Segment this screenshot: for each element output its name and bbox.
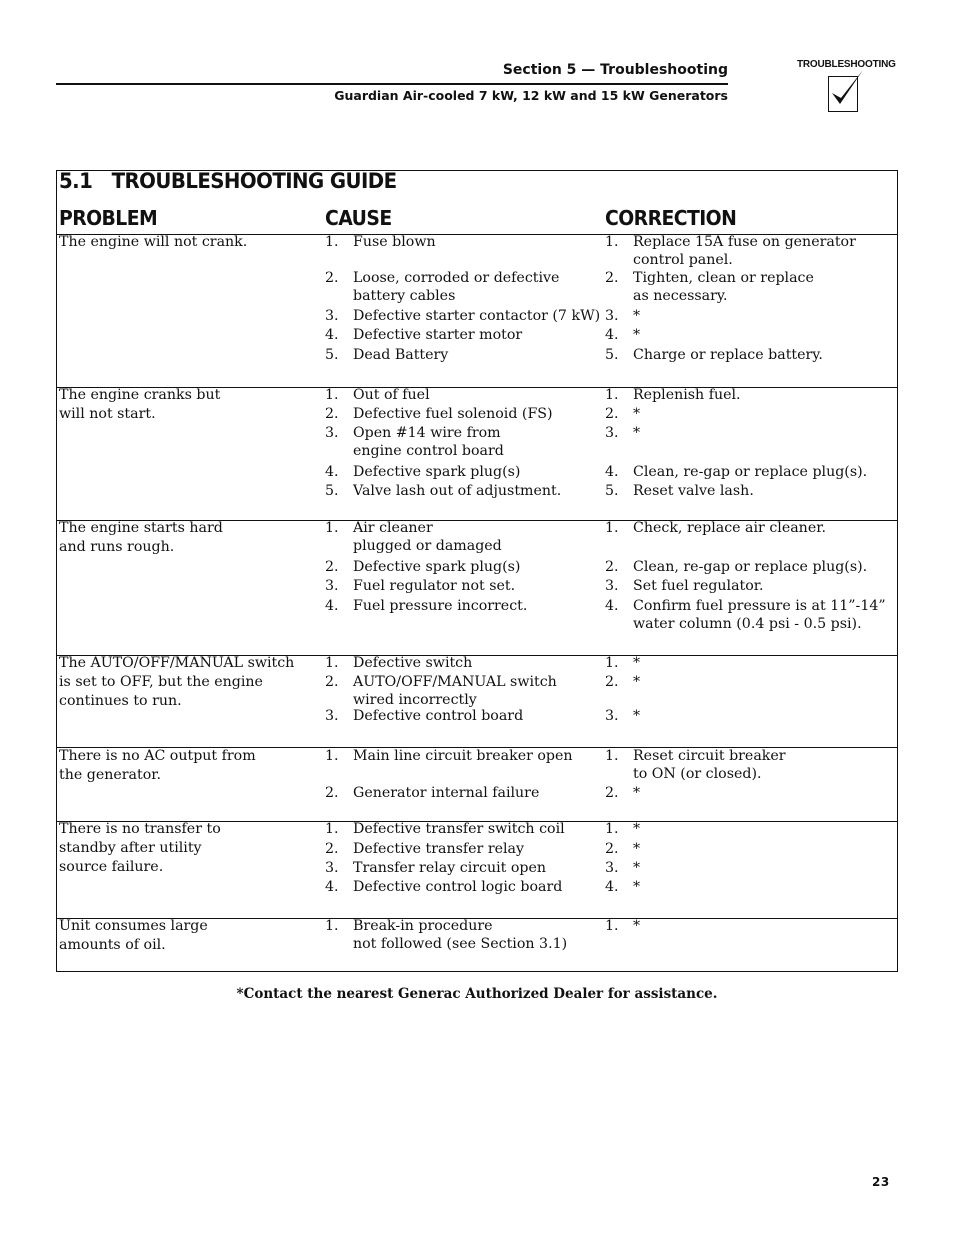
- correction-item-text: to ON (or closed).: [633, 766, 762, 782]
- correction-item-number: 1.: [605, 655, 619, 671]
- problem-text: Unit consumes large: [59, 918, 208, 934]
- cause-item-text: Defective starter motor: [353, 327, 523, 343]
- cause-item-text: Defective switch: [353, 655, 473, 671]
- cause-item-text: Valve lash out of adjustment.: [353, 483, 562, 499]
- correction-item-number: 4.: [605, 464, 619, 480]
- correction-item-number: 5.: [605, 347, 619, 363]
- correction-item-text: Replace 15A fuse on generator: [633, 234, 856, 250]
- correction-item-text: Reset circuit breaker: [633, 748, 786, 764]
- guide-number: 5.1: [59, 169, 93, 193]
- cause-item-text: engine control board: [353, 443, 504, 459]
- correction-item-number: 1.: [605, 918, 619, 934]
- problem-cell: [59, 918, 314, 956]
- guide-title-text: TROUBLESHOOTING GUIDE: [111, 169, 397, 193]
- correction-item-text: *: [633, 879, 641, 895]
- cause-item-number: 2.: [325, 559, 339, 575]
- problem-text: the generator.: [59, 767, 161, 783]
- correction-item-text: Check, replace air cleaner.: [633, 520, 826, 536]
- correction-item-number: 1.: [605, 520, 619, 536]
- correction-item-text: *: [633, 308, 641, 324]
- correction-item-text: control panel.: [633, 252, 733, 268]
- correction-item-number: 3.: [605, 425, 619, 441]
- problem-text: amounts of oil.: [59, 937, 166, 953]
- cause-item-text: AUTO/OFF/MANUAL switch: [353, 674, 557, 690]
- cause-item-number: 3.: [325, 578, 339, 594]
- cause-item-number: 3.: [325, 708, 339, 724]
- correction-item-number: 3.: [605, 708, 619, 724]
- correction-item-text: *: [633, 821, 641, 837]
- troubleshooting-badge: [797, 59, 901, 70]
- correction-item-number: 2.: [605, 841, 619, 857]
- cause-item-text: Fuel regulator not set.: [353, 578, 516, 594]
- problem-text: standby after utility: [59, 840, 202, 856]
- correction-item-number: 3.: [605, 578, 619, 594]
- correction-item-text: Set fuel regulator.: [633, 578, 764, 594]
- cause-item-number: 1.: [325, 520, 339, 536]
- cause-item-text: Transfer relay circuit open: [353, 860, 547, 876]
- cause-item-text: Dead Battery: [353, 347, 449, 363]
- badge-label: TROUBLESHOOTING: [797, 59, 896, 70]
- problem-text: There is no transfer to: [59, 821, 221, 837]
- cause-item-text: Defective fuel solenoid (FS): [353, 406, 553, 422]
- correction-item-text: *: [633, 708, 641, 724]
- cause-item-text: Loose, corroded or defective: [353, 270, 560, 286]
- correction-item-number: 2.: [605, 785, 619, 801]
- cause-item-number: 2.: [325, 841, 339, 857]
- cause-item-number: 1.: [325, 387, 339, 403]
- cause-item-number: 2.: [325, 785, 339, 801]
- problem-text: is set to OFF, but the engine: [59, 674, 263, 690]
- problem-cell: [59, 821, 314, 878]
- problem-text: The engine will not crank.: [59, 234, 248, 250]
- correction-item-text: *: [633, 785, 641, 801]
- correction-item-text: Clean, re-gap or replace plug(s).: [633, 464, 868, 480]
- cause-item-number: 1.: [325, 655, 339, 671]
- cause-item-text: not followed (see Section 3.1): [353, 936, 568, 952]
- column-header-correction: CORRECTION: [605, 206, 737, 230]
- cause-item-text: Defective spark plug(s): [353, 464, 521, 480]
- correction-item-text: *: [633, 327, 641, 343]
- correction-item-number: 1.: [605, 387, 619, 403]
- cause-item-number: 1.: [325, 748, 339, 764]
- problem-cell: [59, 520, 314, 558]
- correction-item-number: 2.: [605, 270, 619, 286]
- problem-cell: [59, 387, 314, 425]
- cause-item-text: Main line circuit breaker open: [353, 748, 573, 764]
- correction-item-number: 2.: [605, 559, 619, 575]
- cause-item-text: Generator internal failure: [353, 785, 540, 801]
- correction-item-text: as necessary.: [633, 288, 728, 304]
- correction-item-text: *: [633, 425, 641, 441]
- correction-item-text: Replenish fuel.: [633, 387, 741, 403]
- cause-item-text: Open #14 wire from: [353, 425, 501, 441]
- cause-item-text: Defective control logic board: [353, 879, 563, 895]
- cause-item-number: 1.: [325, 234, 339, 250]
- correction-item-number: 4.: [605, 879, 619, 895]
- correction-item-text: *: [633, 655, 641, 671]
- cause-item-text: battery cables: [353, 288, 456, 304]
- problem-text: The engine starts hard: [59, 520, 223, 536]
- problem-text: source failure.: [59, 859, 164, 875]
- cause-item-text: Fuel pressure incorrect.: [353, 598, 528, 614]
- correction-item-text: *: [633, 860, 641, 876]
- correction-item-number: 4.: [605, 327, 619, 343]
- correction-item-text: Charge or replace battery.: [633, 347, 823, 363]
- cause-item-text: Air cleaner: [353, 520, 433, 536]
- correction-item-text: *: [633, 841, 641, 857]
- problem-text: The engine cranks but: [59, 387, 221, 403]
- correction-item-number: 3.: [605, 308, 619, 324]
- cause-item-number: 2.: [325, 406, 339, 422]
- problem-text: There is no AC output from: [59, 748, 256, 764]
- page-number: 23: [872, 1175, 890, 1189]
- cause-item-text: plugged or damaged: [353, 538, 502, 554]
- column-header-problem: PROBLEM: [59, 206, 158, 230]
- document-subtitle: Guardian Air-cooled 7 kW, 12 kW and 15 kW Generators: [334, 88, 728, 103]
- correction-item-number: 1.: [605, 748, 619, 764]
- cause-item-number: 2.: [325, 270, 339, 286]
- correction-item-number: 4.: [605, 598, 619, 614]
- troubleshooting-guide-table: [56, 170, 898, 972]
- correction-item-number: 2.: [605, 674, 619, 690]
- correction-item-text: water column (0.4 psi - 0.5 psi).: [633, 616, 862, 632]
- problem-text: continues to run.: [59, 693, 182, 709]
- problem-cell: [59, 748, 314, 786]
- correction-item-text: *: [633, 918, 641, 934]
- correction-item-text: Tighten, clean or replace: [633, 270, 814, 286]
- correction-item-number: 1.: [605, 821, 619, 837]
- correction-item-number: 1.: [605, 234, 619, 250]
- correction-item-text: *: [633, 406, 641, 422]
- problem-cell: [59, 655, 314, 712]
- cause-item-text: Defective control board: [353, 708, 524, 724]
- correction-item-text: Clean, re-gap or replace plug(s).: [633, 559, 868, 575]
- cause-item-number: 5.: [325, 347, 339, 363]
- cause-item-text: Defective transfer relay: [353, 841, 525, 857]
- column-header-cause: CAUSE: [325, 206, 392, 230]
- cause-item-number: 4.: [325, 598, 339, 614]
- problem-cell: [59, 234, 314, 253]
- cause-item-text: Break-in procedure: [353, 918, 493, 934]
- correction-item-number: 2.: [605, 406, 619, 422]
- cause-item-number: 3.: [325, 308, 339, 324]
- cause-item-number: 3.: [325, 860, 339, 876]
- correction-item-text: Reset valve lash.: [633, 483, 754, 499]
- problem-text: will not start.: [59, 406, 156, 422]
- guide-title: [59, 169, 397, 193]
- cause-item-number: 3.: [325, 425, 339, 441]
- correction-item-text: *: [633, 674, 641, 690]
- cause-item-number: 4.: [325, 464, 339, 480]
- cause-item-text: Fuse blown: [353, 234, 436, 250]
- cause-item-text: Defective transfer switch coil: [353, 821, 565, 837]
- cause-item-number: 4.: [325, 327, 339, 343]
- section-title: Section 5 — Troubleshooting: [502, 62, 728, 78]
- cause-item-text: Defective spark plug(s): [353, 559, 521, 575]
- problem-text: The AUTO/OFF/MANUAL switch: [59, 655, 295, 671]
- cause-item-text: Defective starter contactor (7 kW): [353, 308, 601, 324]
- problem-text: and runs rough.: [59, 539, 175, 555]
- cause-item-number: 4.: [325, 879, 339, 895]
- cause-item-text: Out of fuel: [353, 387, 430, 403]
- correction-item-number: 5.: [605, 483, 619, 499]
- correction-item-number: 3.: [605, 860, 619, 876]
- cause-item-number: 2.: [325, 674, 339, 690]
- cause-item-text: wired incorrectly: [353, 692, 477, 708]
- header-rule: [56, 83, 728, 85]
- cause-item-number: 1.: [325, 918, 339, 934]
- checkmark-box-icon: [828, 76, 858, 112]
- cause-item-number: 5.: [325, 483, 339, 499]
- footnote: *Contact the nearest Generac Authorized Dealer for assistance.: [236, 986, 718, 1002]
- correction-item-text: Confirm fuel pressure is at 11”-14”: [633, 598, 886, 614]
- cause-item-number: 1.: [325, 821, 339, 837]
